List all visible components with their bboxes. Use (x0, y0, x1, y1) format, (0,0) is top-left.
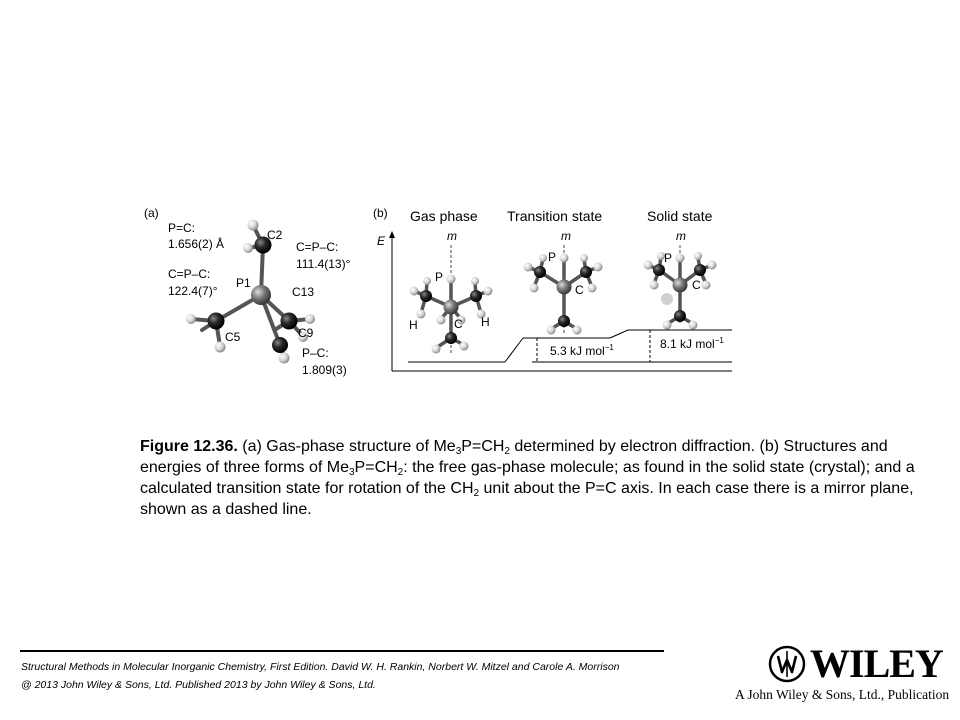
hydrogen-atom (594, 263, 603, 272)
wiley-logo (735, 641, 950, 705)
carbon-atom (420, 290, 432, 302)
bond-p-c-label: P–C: (302, 346, 329, 360)
atom-c2-label: C2 (267, 228, 283, 242)
panel-a-tag: (a) (144, 206, 159, 220)
hydrogen-atom (708, 261, 717, 270)
hydrogen-atom (702, 281, 711, 290)
solid-state-title: Solid state (647, 208, 713, 224)
transition-state-title: Transition state (507, 208, 603, 224)
hydrogen-atom (484, 287, 493, 296)
carbon-atom (674, 310, 686, 322)
transition-state-mirror-label: m (561, 229, 571, 243)
hydrogen-atom (580, 254, 588, 262)
citation-line-1: Structural Methods in Molecular Inorganic Chemistry, First Edition. David W. H. Rankin, Norbert W. Mitzel and Carole A. Morrison (21, 661, 620, 673)
energy-2-label: 8.1 kJ mol$^{-1}$ (660, 336, 724, 351)
hydrogen-atom (437, 316, 446, 325)
phosphorus-atom (557, 280, 572, 295)
ts-p-label: P (548, 250, 557, 264)
gas-c-label: C (454, 317, 463, 331)
gas-phase-molecule (409, 270, 493, 354)
bond-pc-label: P=C: (168, 221, 196, 235)
angle-2-label: C=P–C: (168, 267, 211, 281)
energy-axis-label: E (377, 234, 386, 248)
atom-c5 (208, 313, 225, 330)
hydrogen-atom (560, 254, 569, 263)
carbon-atom (580, 266, 592, 278)
hydrogen-atom (524, 263, 533, 272)
hydrogen-atom (432, 345, 441, 354)
ts-c-label: C (575, 283, 584, 297)
solid-state-molecule (644, 251, 717, 330)
hydrogen-atom (460, 342, 469, 351)
hydrogen-atom (689, 321, 698, 330)
hydrogen-atom (694, 252, 702, 260)
figure-diagram (130, 195, 750, 390)
hydrogen-atom (305, 314, 315, 324)
atom-c13-label: C13 (292, 285, 315, 299)
angle-1-value: 111.4(13)° (296, 257, 351, 271)
hydrogen-atom (573, 326, 582, 335)
footer-divider (20, 650, 664, 652)
hydrogen-atom (663, 321, 672, 330)
atom-c9-label: C9 (298, 326, 314, 340)
carbon-atom (445, 332, 457, 344)
angle-2-value: 122.4(7)° (168, 284, 218, 298)
hydrogen-atom (539, 254, 547, 262)
atom-c13 (281, 313, 298, 330)
hydrogen-atom (644, 261, 653, 270)
gas-phase-title: Gas phase (410, 208, 478, 224)
atom-p1 (251, 285, 271, 305)
angle-1-label: C=P–C: (296, 240, 339, 254)
hydrogen-atom (215, 342, 226, 353)
carbon-atom (694, 264, 706, 276)
solid-p-label: P (664, 251, 673, 265)
gas-phase-mirror-label: m (447, 229, 457, 243)
hydrogen-atom (248, 220, 259, 231)
carbon-atom (653, 264, 665, 276)
hydrogen-atom (243, 243, 253, 253)
transition-state-molecule (524, 250, 603, 335)
hydrogen-atom (186, 314, 196, 324)
bond-pc-value: 1.656(2) Å (168, 237, 225, 251)
atom-p1-label: P1 (236, 276, 251, 290)
solid-c-label: C (692, 278, 701, 292)
hydrogen-atom (423, 277, 431, 285)
atom-c9 (272, 337, 288, 353)
hydrogen-atom (471, 277, 479, 285)
carbon-atom (558, 315, 570, 327)
caption-label: Figure 12.36. (140, 438, 238, 455)
hydrogen-atom (547, 326, 556, 335)
hydrogen-atom (650, 281, 659, 290)
hydrogen-atom (588, 284, 597, 293)
carbon-atom (470, 290, 482, 302)
figure-caption: Figure 12.36. (a) Gas-phase structure of $Me_3P=CH_2$ determined by electron diffraction. (b) Structures and energies of three forms of $Me_3P=CH_2$: the free gas-phase molecule; as found in the solid state (crystal); and a calculated transition state for rotation of the $CH_2$ unit about the P=C axis. In each case there is a mirror plane, shown as a dashed line. (140, 438, 915, 518)
wiley-emblem-icon (768, 645, 806, 683)
phosphorus-atom (673, 278, 688, 293)
gas-h-left-label: H (409, 318, 418, 332)
energy-axis-arrow (389, 231, 395, 238)
carbon-atom (534, 266, 546, 278)
citation (21, 658, 741, 694)
hydrogen-atom-faded (661, 293, 673, 305)
panel-b-tag: (b) (373, 206, 388, 220)
logo-tagline: A John Wiley & Sons, Ltd., Publication (735, 687, 950, 702)
hydrogen-atom (279, 353, 290, 364)
hydrogen-atom (417, 310, 426, 319)
citation-line-2: @ 2013 John Wiley & Sons, Ltd. Published 2013 by John Wiley & Sons, Ltd. (21, 679, 376, 691)
hydrogen-atom (676, 254, 685, 263)
hydrogen-atom (530, 284, 539, 293)
panel-b (373, 206, 732, 371)
hydrogen-atom (447, 275, 456, 284)
hydrogen-atom (410, 287, 419, 296)
solid-state-mirror-label: m (676, 229, 686, 243)
energy-1-label: 5.3 kJ mol$^{-1}$ (550, 343, 614, 358)
gas-h-right-label: H (481, 315, 490, 329)
bond-p-c-value: 1.809(3) (302, 363, 347, 377)
logo-text: WILEY (810, 641, 943, 686)
gas-p-label: P (435, 270, 444, 284)
atom-c5-label: C5 (225, 330, 241, 344)
panel-a (144, 206, 351, 377)
phosphorus-atom (444, 300, 459, 315)
